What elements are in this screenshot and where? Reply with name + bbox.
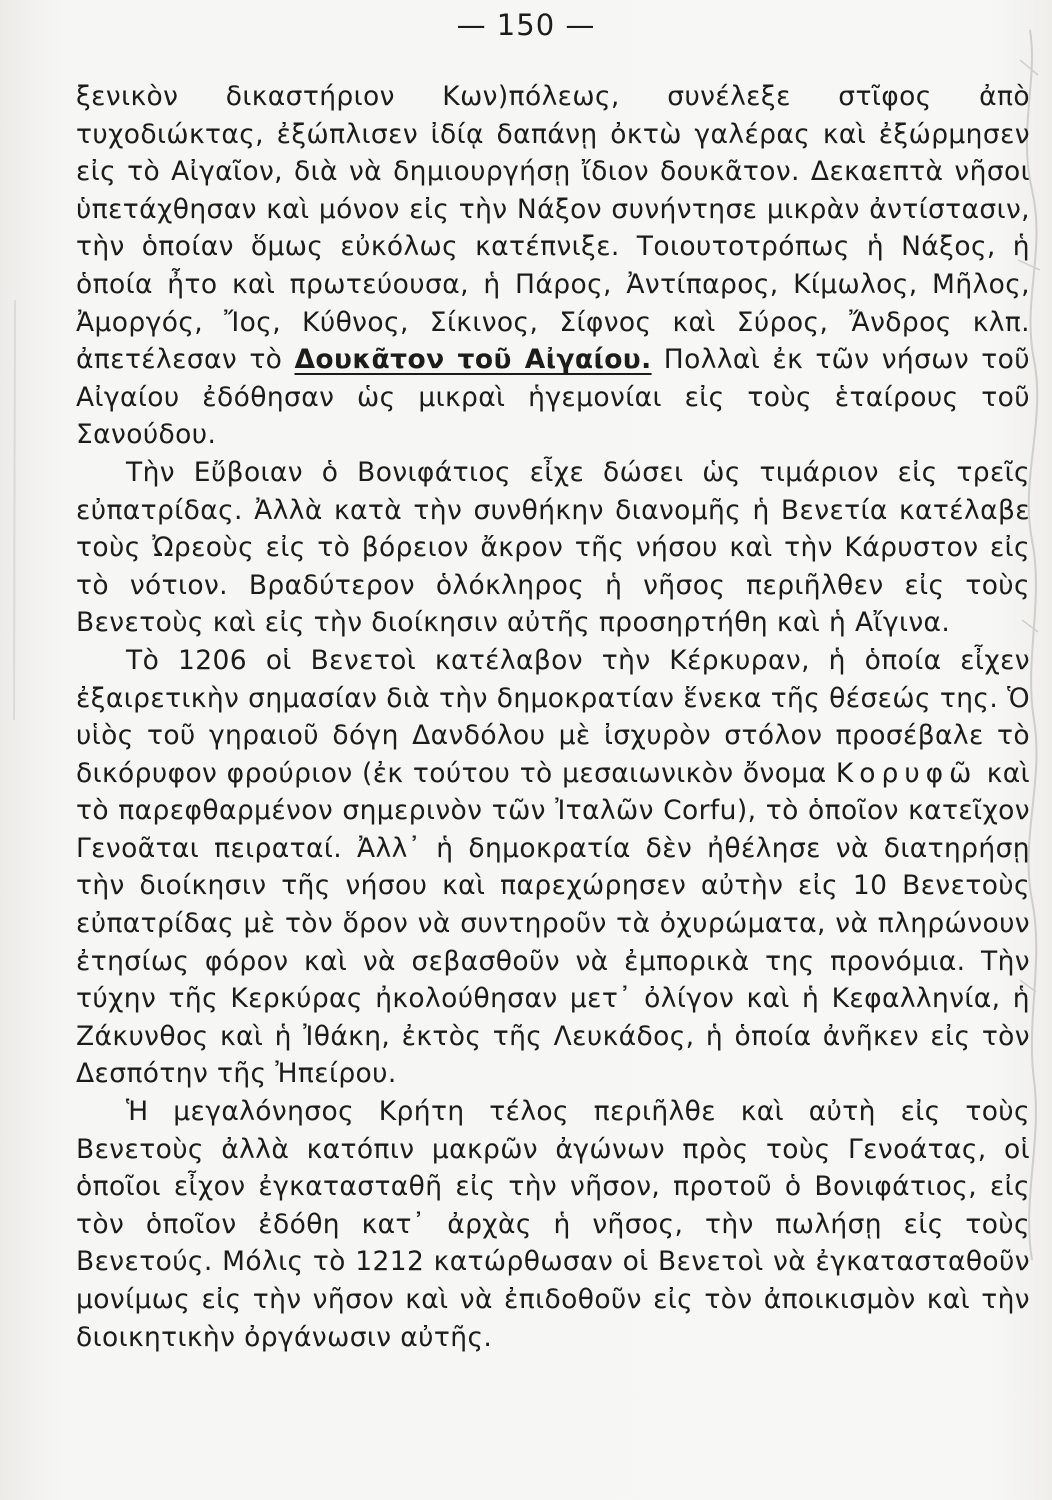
body-text	[76, 78, 1030, 1356]
paragraph-text: καὶ τὸ παρεφθαρμένον σημερινὸν τῶν Ἰταλῶν Corfu), τὸ ὁποῖον κατεῖχον Γενοᾶται πειραταί. Ἀλλ᾽ ἡ δημοκρατία δὲν ἠθέλησε νὰ διατηρήσῃ τὴν διοίκησιν τῆς νήσου καὶ παρεχώρησεν αὐτὴν εἰς 10 Βενετοὺς εὐπατρίδας μὲ τὸν ὅρον νὰ συντηροῦν τὰ ὀχυρώματα, νὰ πληρώνουν ἐτησίως φόρον καὶ νὰ σεβασθοῦν νὰ ἐμπορικὰ της προνόμια. Τὴν τύχην τῆς Κερκύρας ἠκολούθησαν μετ᾽ ὀλίγον καὶ ἡ Κεφαλληνία, ἡ Ζάκυνθος καὶ ἡ Ἰθάκη, ἐκτὸς τῆς Λευκάδος, ἡ ὁποία ἀνῆκεν εἰς τὸν Δεσπότην τῆς Ἠπείρου.	[76, 757, 1031, 1090]
paragraph-2: Τὴν Εὔβοιαν ὁ Βονιφάτιος εἶχε δώσει ὡς τιμάριον εἰς τρεῖς εὐπατρίδας. Ἀλλὰ κατὰ τὴν συνθήκην διανομῆς ἡ Βενετία κατέλαβε τοὺς Ὠρεοὺς εἰς τὸ βόρειον ἄκρον τῆς νήσου καὶ τὴν Κάρυστον εἰς τὸ νότιον. Βραδύτερον ὁλόκληρος ἡ νῆσος περιῆλθεν εἰς τοὺς Βενετοὺς καὶ εἰς τὴν διοίκησιν αὐτῆς προσηρτήθη καὶ ἡ Αἴγινα.	[76, 456, 1030, 639]
paragraph-text: ξενικὸν δικαστήριον Κων)πόλεως, συνέλεξε στῖφος ἀπὸ τυχοδιώκτας, ἐξώπλισεν ἰδίᾳ δαπάνῃ ὀκτὼ γαλέρας καὶ ἐξώρμησεν εἰς τὸ Αἰγαῖον, διὰ νὰ δημιουργήσῃ ἴδιον δουκᾶτον. Δεκαεπτὰ νῆσοι ὑπετάχθησαν καὶ μόνον εἰς τὴν Νάξον συνήντησε μικρὰν ἀντίστασιν, τὴν ὁποίαν ὅμως εὐκόλως κατέπνιξε. Τοιουτοτρόπως ἡ Νάξος, ἡ ὁποία ἦτο καὶ πρωτεύουσα, ἡ Πάρος, Ἀντίπαρος, Κίμωλος, Μῆλος, Ἀμοργός, Ἴος, Κύθνος, Σίκινος, Σίφνος καὶ Σύρος, Ἄνδρος κλπ. ἀπετέλεσαν τὸ	[76, 81, 1030, 376]
paragraph-text: Τὸ 1206 οἱ Βενετοὶ κατέλαβον τὴν Κέρκυραν, ἡ ὁποία εἶχεν ἐξαιρετικὴν σημασίαν διὰ τὴν δημοκρατίαν ἕνεκα τῆς θέσεώς της. Ὁ υἱὸς τοῦ γηραιοῦ δόγη Δανδόλου μὲ ἰσχυρὸν στόλον προσέβαλε τὸ δικόρυφον φρούριον (ἐκ τούτου τὸ μεσαιωνικὸν ὄνομα	[76, 644, 1030, 789]
paragraph-text: Πολλαὶ ἐκ τῶν νήσων τοῦ Αἰγαίου ἐδόθησαν ὡς μικραὶ ἡγεμονίαι εἰς τοὺς ἑταίρους τοῦ Σανούδου.	[76, 344, 1031, 451]
spaced-term-koryfo: Κορυφῶ	[835, 757, 978, 789]
paragraph-4: Ἡ μεγαλόνησος Κρήτη τέλος περιῆλθε καὶ αὐτὴ εἰς τοὺς Βενετοὺς ἀλλὰ κατόπιν μακρῶν ἀγώνων πρὸς τοὺς Γενοάτας, οἱ ὁποῖοι εἶχον ἐγκατασταθῆ εἰς τὴν νῆσον, προτοῦ ὁ Βονιφάτιος, εἰς τὸν ὁποῖον ἐδόθη κατ᾽ ἀρχὰς ἡ νῆσος, τὴν πωλήσῃ εἰς τοὺς Βενετούς. Μόλις τὸ 1212 κατώρθωσαν οἱ Βενετοὶ νὰ ἐγκατασταθοῦν μονίμως εἰς τὴν νῆσον καὶ νὰ ἐπιδοθοῦν εἰς τὸν ἀποικισμὸν καὶ τὴν διοικητικὴν ὀργάνωσιν αὐτῆς.	[76, 1096, 1030, 1353]
page-number: — 150 —	[456, 8, 596, 42]
bold-term-duchy-of-aegean: Δουκᾶτον τοῦ Αἰγαίου.	[294, 344, 652, 376]
left-margin-mark	[8, 300, 22, 720]
paragraph-1	[76, 78, 1030, 454]
paragraph-3	[76, 642, 1030, 1093]
